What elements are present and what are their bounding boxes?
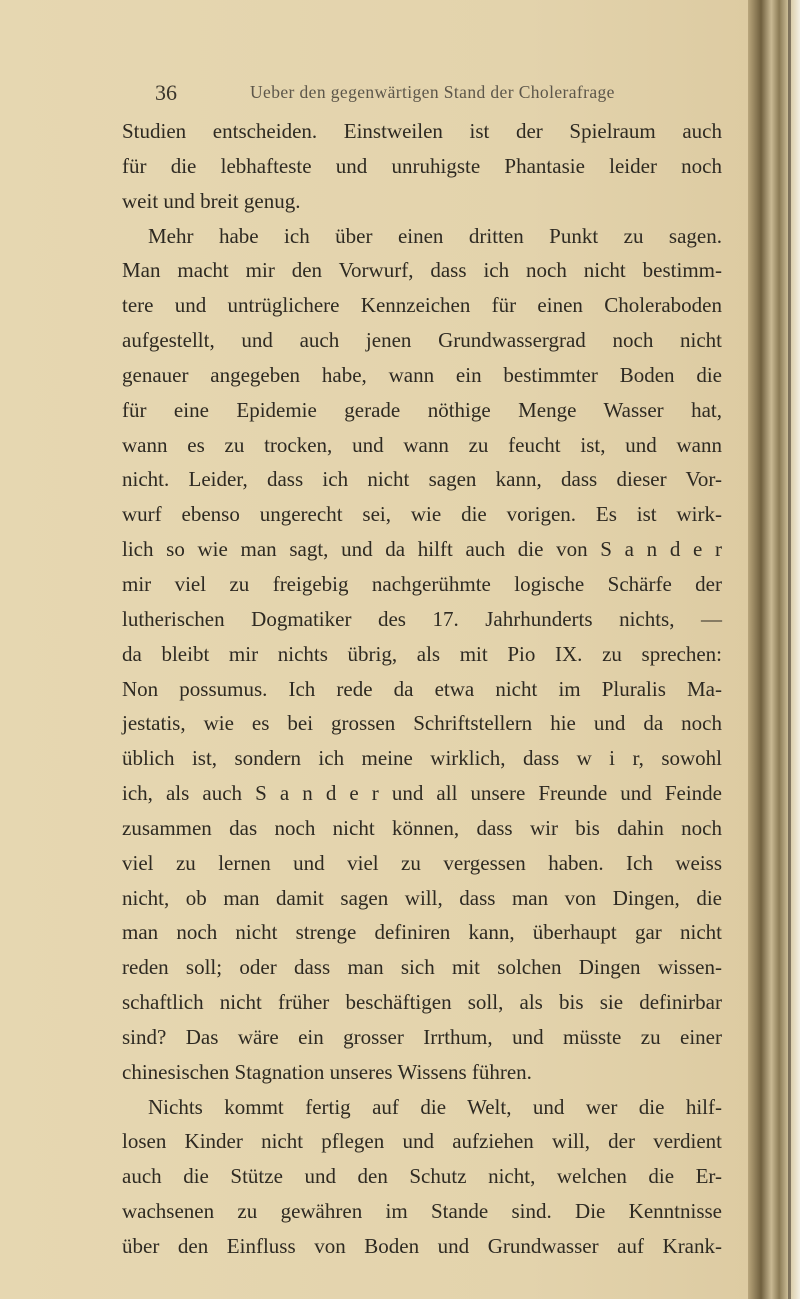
text-line: wann es zu trocken, und wann zu feucht ist, und wann [122, 432, 722, 457]
text-line: reden soll; oder dass man sich mit solchen Dingen wissen- [122, 955, 722, 980]
text-line: Nichts kommt fertig auf die Welt, und wer die hilf- [148, 1094, 722, 1119]
text-line: zusammen das noch nicht können, dass wir bis dahin noch [122, 815, 722, 840]
text-line: tere und untrüglichere Kennzeichen für einen Choleraboden [122, 293, 722, 318]
text-line: losen Kinder nicht pflegen und aufziehen will, der verdient [122, 1129, 722, 1154]
book-edge [748, 0, 800, 1299]
text-line: jestatis, wie es bei grossen Schriftstellern hie und da noch [122, 711, 722, 736]
text-line: viel zu lernen und viel zu vergessen haben. Ich weiss [122, 850, 722, 875]
text-line: genauer angegeben habe, wann ein bestimmter Boden die [122, 362, 722, 387]
text-line: aufgestellt, und auch jenen Grundwassergrad noch nicht [122, 328, 722, 353]
text-line: ich, als auch S a n d e r und all unsere Freunde und Feinde [122, 781, 722, 806]
text-line: Non possumus. Ich rede da etwa nicht im Pluralis Ma- [122, 676, 722, 701]
text-line: Man macht mir den Vorwurf, dass ich noch nicht bestimm- [122, 258, 722, 283]
text-line: lich so wie man sagt, und da hilft auch die von S a n d e r [122, 537, 722, 562]
text-line: Studien entscheiden. Einstweilen ist der Spielraum auch [122, 119, 722, 143]
page-number: 36 [155, 80, 177, 105]
text-line: nicht, ob man damit sagen will, dass man von Dingen, die [122, 885, 722, 910]
text-line: auch die Stütze und den Schutz nicht, welchen die Er- [122, 1164, 722, 1189]
text-line: für die lebhafteste und unruhigste Phantasie leider noch [122, 153, 722, 178]
text-line: üblich ist, sondern ich meine wirklich, dass w i r, sowohl [122, 746, 722, 771]
text-line: für eine Epidemie gerade nöthige Menge Wasser hat, [122, 397, 722, 422]
text-line: mir viel zu freigebig nachgerühmte logische Schärfe der [122, 571, 722, 596]
text-line: weit und breit genug. [122, 188, 301, 213]
text-line: wurf ebenso ungerecht sei, wie die vorigen. Es ist wirk- [122, 502, 722, 527]
text-line: über den Einfluss von Boden und Grundwasser auf Krank- [122, 1234, 722, 1258]
text-line: wachsenen zu gewähren im Stande sind. Die Kenntnisse [122, 1199, 722, 1224]
running-header: Ueber den gegenwärtigen Stand der Cholerafrage [250, 82, 615, 102]
binding-shadow [788, 0, 791, 1299]
text-line: chinesischen Stagnation unseres Wissens führen. [122, 1059, 532, 1084]
text-line: lutherischen Dogmatiker des 17. Jahrhunderts nichts, — [122, 606, 722, 631]
text-line: nicht. Leider, dass ich nicht sagen kann, dass dieser Vor- [122, 467, 722, 492]
text-line: da bleibt mir nichts übrig, als mit Pio IX. zu sprechen: [122, 641, 722, 666]
text-line: sind? Das wäre ein grosser Irrthum, und müsste zu einer [122, 1024, 722, 1049]
text-line: man noch nicht strenge definiren kann, überhaupt gar nicht [122, 920, 722, 945]
body-text [122, 114, 722, 1264]
text-line: Mehr habe ich über einen dritten Punkt zu sagen. [148, 223, 722, 248]
text-line: schaftlich nicht früher beschäftigen soll, als bis sie definirbar [122, 990, 722, 1015]
